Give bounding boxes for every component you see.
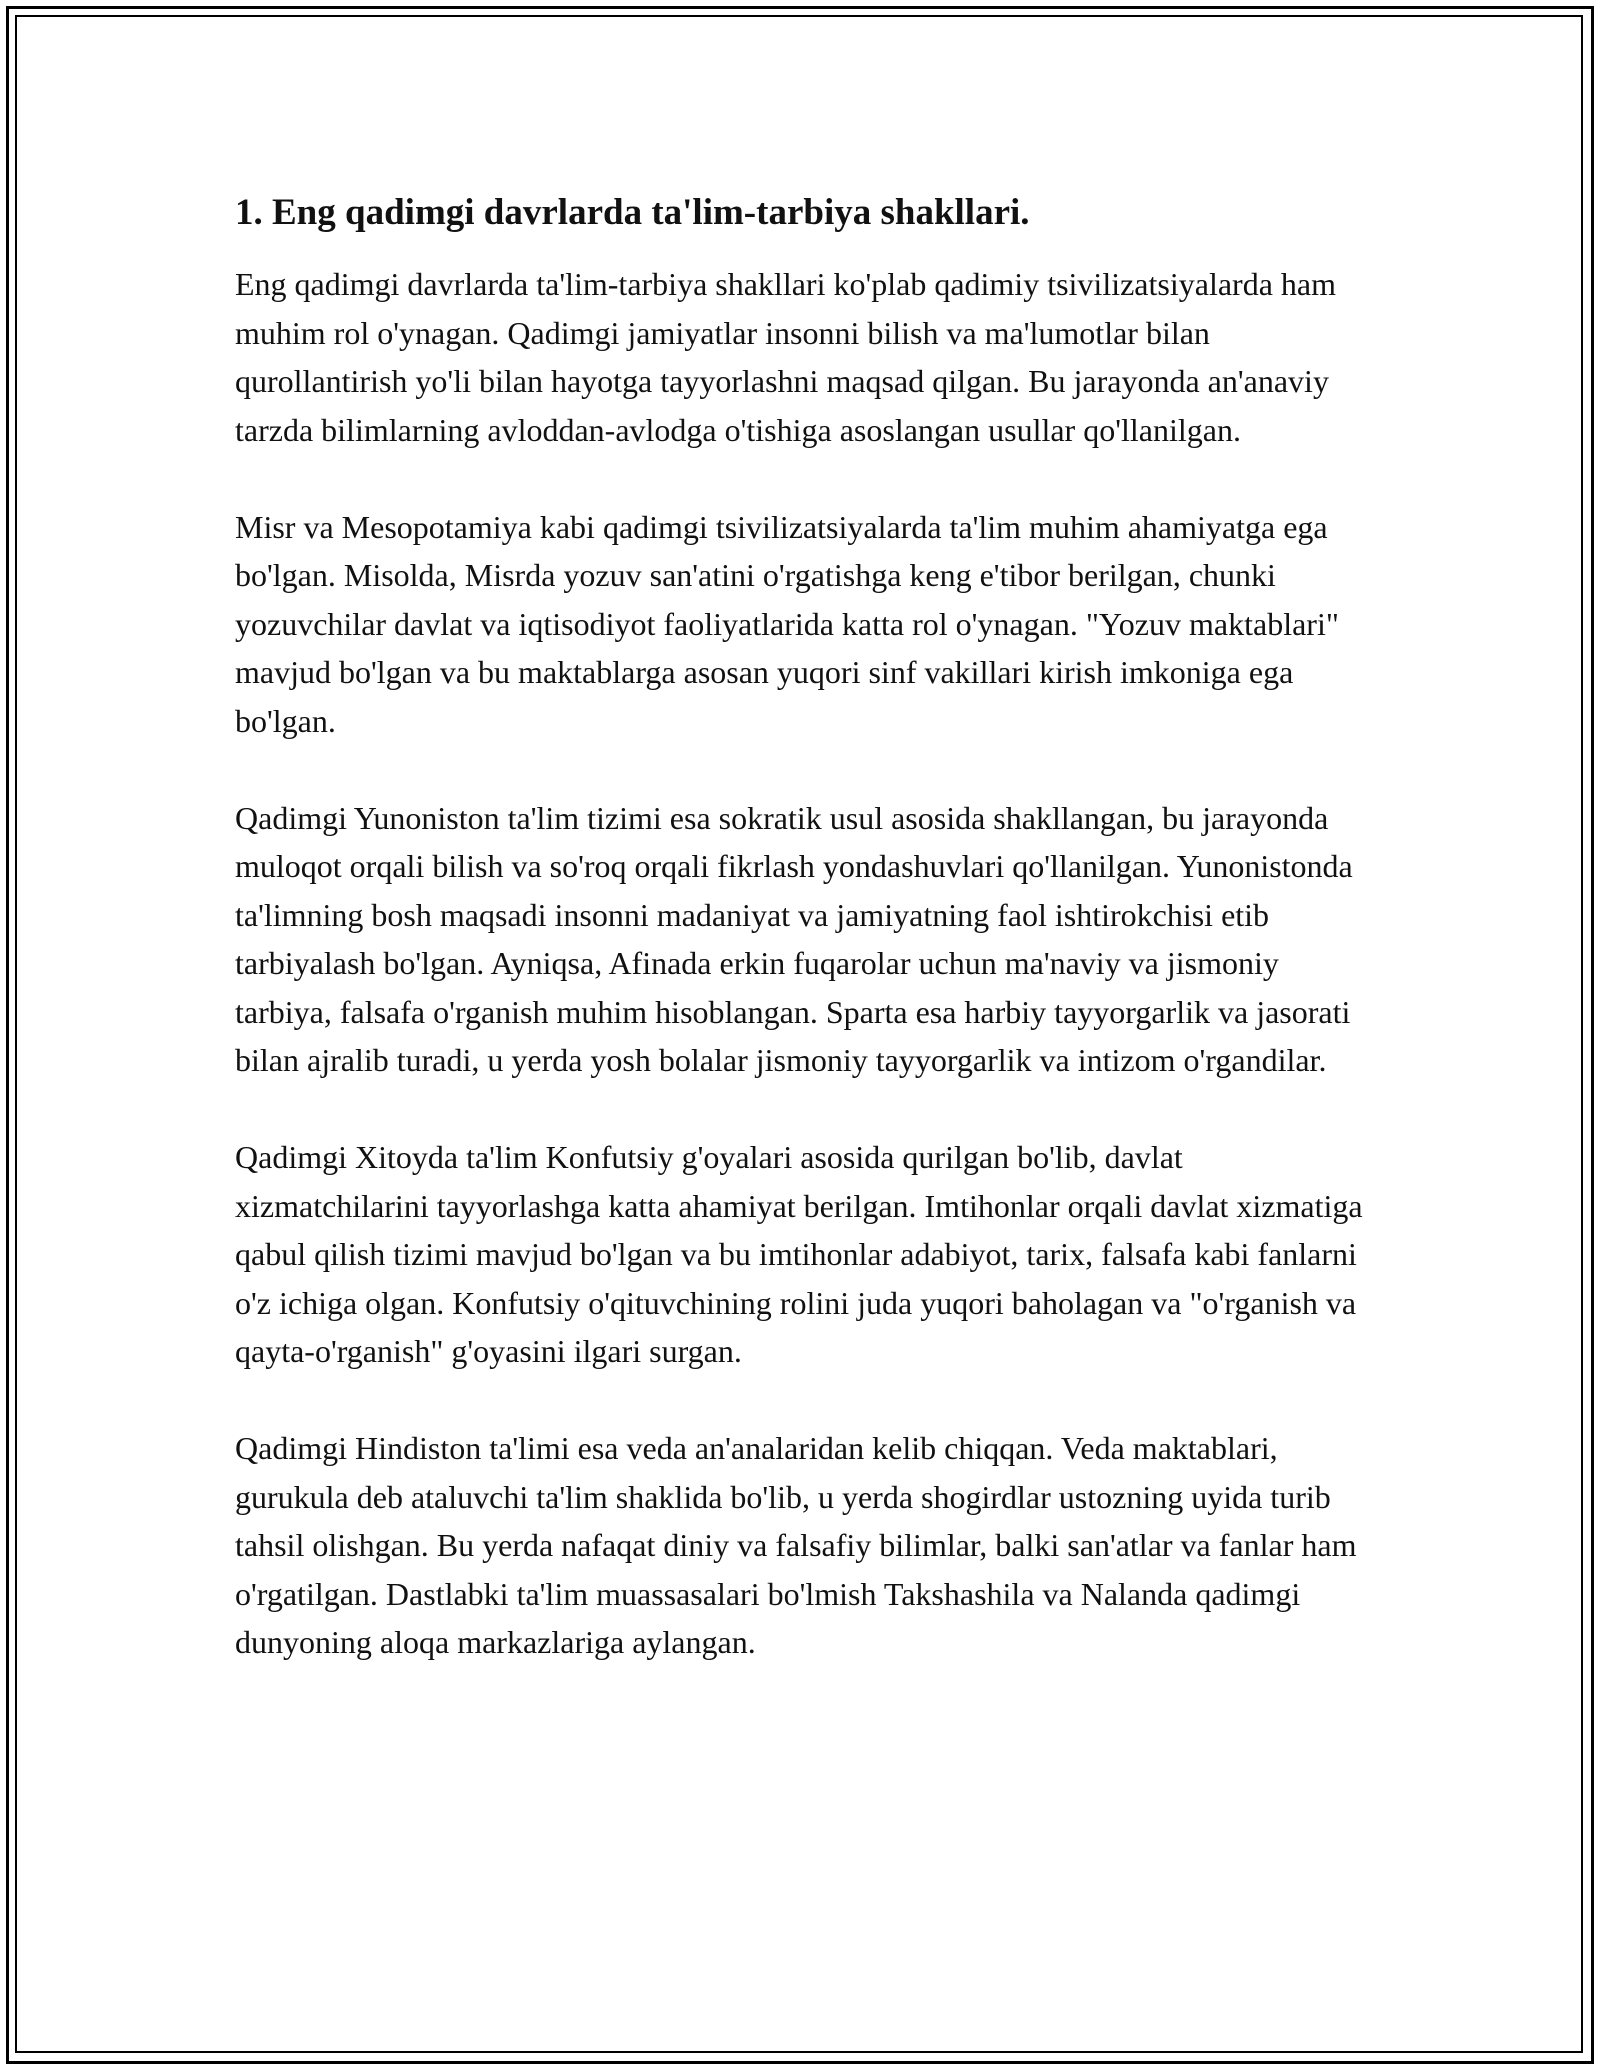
paragraph-egypt-mesopotamia: Misr va Mesopotamiya kabi qadimgi tsivilizatsiyalarda ta'lim muhim ahamiyatga ega bo'lgan. Misolda, Misrda yozuv san'atini o'rgatishga keng e'tibor berilgan, chunki yozuvchilar davlat va iqtisodiyot faoliyatlarida katta rol o'ynagan. "Yozuv maktablari" mavjud bo'lgan va bu maktablarga asosan yuqori sinf vakillari kirish imkoniga ega bo'lgan.	[235, 508, 1339, 739]
paragraph-intro: Eng qadimgi davrlarda ta'lim-tarbiya shakllari ko'plab qadimiy tsivilizatsiyalarda ham muhim rol o'ynagan. Qadimgi jamiyatlar insonni bilish va ma'lumotlar bilan qurollantirish yo'li bilan hayotga tayyorlashni maqsad qilgan. Bu jarayonda an'anaviy tarzda bilimlarning avloddan-avlodga o'tishiga asoslangan usullar qo'llanilgan.	[235, 266, 1336, 448]
section-heading: 1. Eng qadimgi davrlarda ta'lim-tarbiya shakllari.	[235, 192, 1030, 233]
paragraph-india: Qadimgi Hindiston ta'limi esa veda an'analaridan kelib chiqqan. Veda maktablari, gurukula deb ataluvchi ta'lim shaklida bo'lib, u yerda shogirdlar ustozning uyida turib tahsil olishgan. Bu yerda nafaqat diniy va falsafiy bilimlar, balki san'atlar va fanlar ham o'rgatilgan. Dastlabki ta'lim muassasalari bo'lmish Takshashila va Nalanda qadimgi dunyoning aloqa markazlariga aylangan.	[235, 1430, 1357, 1660]
paragraph-greece: Qadimgi Yunoniston ta'lim tizimi esa sokratik usul asosida shakllangan, bu jarayonda muloqot orqali bilish va so'roq orqali fikrlash yondashuvlari qo'llanilgan. Yunonistonda ta'limning bosh maqsadi insonni madaniyat va jamiyatning faol ishtirokchisi etib tarbiyalash bo'lgan. Ayniqsa, Afinada erkin fuqarolar uchun ma'naviy va jismoniy tarbiya, falsafa o'rganish muhim hisoblangan. Sparta esa harbiy tayyorgarlik va jasorati bilan ajralib turadi, u yerda yosh bolalar jismoniy tayyorgarlik va intizom o'rgandilar.	[235, 799, 1353, 1078]
document-body	[235, 188, 1365, 1715]
paragraph-china: Qadimgi Xitoyda ta'lim Konfutsiy g'oyalari asosida qurilgan bo'lib, davlat xizmatchilarini tayyorlashga katta ahamiyat berilgan. Imtihonlar orqali davlat xizmatiga qabul qilish tizimi mavjud bo'lgan va bu imtihonlar adabiyot, tarix, falsafa kabi fanlarni o'z ichiga olgan. Konfutsiy o'qituvchining rolini juda yuqori baholagan va "o'rganish va qayta-o'rganish" g'oyasini ilgari surgan.	[235, 1139, 1363, 1369]
